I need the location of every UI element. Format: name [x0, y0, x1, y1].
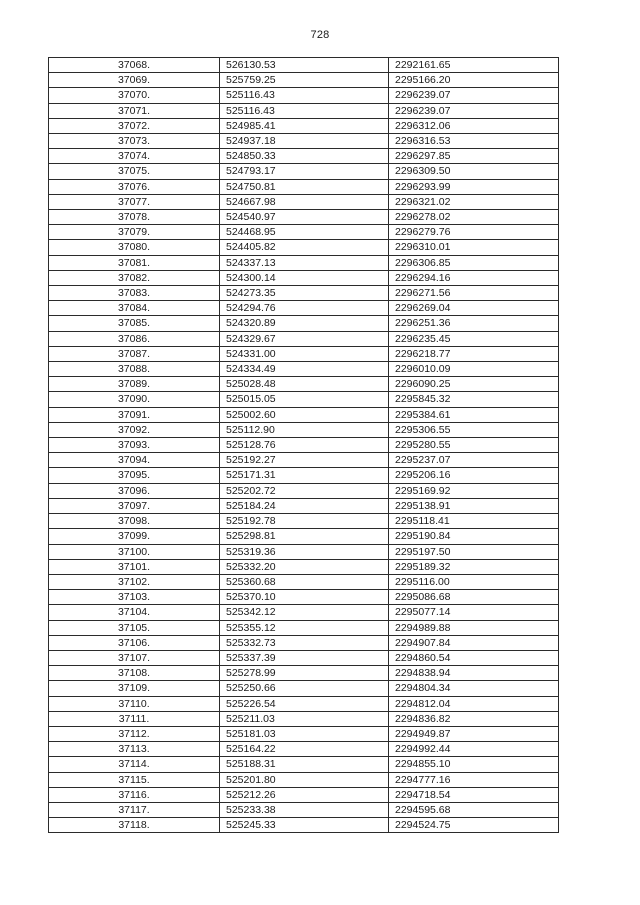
y-coordinate-cell: 2294860.54 [389, 650, 559, 665]
point-number-cell: 37087. [49, 346, 220, 361]
y-coordinate-cell: 2296309.50 [389, 164, 559, 179]
point-number-cell: 37100. [49, 544, 220, 559]
point-number-cell: 37112. [49, 726, 220, 741]
x-coordinate-cell: 525298.81 [220, 529, 389, 544]
point-number-cell: 37071. [49, 103, 220, 118]
y-coordinate-cell: 2295384.61 [389, 407, 559, 422]
table-row [49, 103, 559, 118]
y-coordinate-cell: 2294992.44 [389, 742, 559, 757]
point-number-cell: 37072. [49, 118, 220, 133]
y-coordinate-cell: 2296239.07 [389, 103, 559, 118]
point-number-cell: 37116. [49, 787, 220, 802]
page-number: 728 [310, 29, 330, 41]
x-coordinate-cell: 524337.13 [220, 255, 389, 270]
point-number-cell: 37089. [49, 377, 220, 392]
table-row [49, 58, 559, 73]
x-coordinate-cell: 524329.67 [220, 331, 389, 346]
table-row [49, 802, 559, 817]
point-number-cell: 37104. [49, 605, 220, 620]
y-coordinate-cell: 2295138.91 [389, 498, 559, 513]
x-coordinate-cell: 526130.53 [220, 58, 389, 73]
coordinates-table-body [49, 58, 559, 833]
table-row [49, 194, 559, 209]
point-number-cell: 37113. [49, 742, 220, 757]
table-row [49, 392, 559, 407]
point-number-cell: 37098. [49, 514, 220, 529]
y-coordinate-cell: 2294838.94 [389, 666, 559, 681]
table-row [49, 498, 559, 513]
table-row [49, 316, 559, 331]
x-coordinate-cell: 525337.39 [220, 650, 389, 665]
y-coordinate-cell: 2296306.85 [389, 255, 559, 270]
point-number-cell: 37090. [49, 392, 220, 407]
point-number-cell: 37088. [49, 362, 220, 377]
table-row [49, 453, 559, 468]
x-coordinate-cell: 525171.31 [220, 468, 389, 483]
point-number-cell: 37074. [49, 149, 220, 164]
x-coordinate-cell: 525116.43 [220, 88, 389, 103]
y-coordinate-cell: 2294595.68 [389, 802, 559, 817]
table-row [49, 210, 559, 225]
point-number-cell: 37078. [49, 210, 220, 225]
table-row [49, 362, 559, 377]
table-row [49, 620, 559, 635]
y-coordinate-cell: 2296218.77 [389, 346, 559, 361]
table-row [49, 438, 559, 453]
point-number-cell: 37106. [49, 635, 220, 650]
point-number-cell: 37118. [49, 818, 220, 833]
table-row [49, 149, 559, 164]
x-coordinate-cell: 525028.48 [220, 377, 389, 392]
x-coordinate-cell: 524937.18 [220, 134, 389, 149]
table-row [49, 286, 559, 301]
y-coordinate-cell: 2295237.07 [389, 453, 559, 468]
table-row [49, 818, 559, 833]
table-row [49, 635, 559, 650]
table-row [49, 407, 559, 422]
x-coordinate-cell: 524320.89 [220, 316, 389, 331]
x-coordinate-cell: 524334.49 [220, 362, 389, 377]
x-coordinate-cell: 525211.03 [220, 711, 389, 726]
y-coordinate-cell: 2292161.65 [389, 58, 559, 73]
y-coordinate-cell: 2295280.55 [389, 438, 559, 453]
x-coordinate-cell: 525245.33 [220, 818, 389, 833]
y-coordinate-cell: 2295077.14 [389, 605, 559, 620]
x-coordinate-cell: 524985.41 [220, 118, 389, 133]
x-coordinate-cell: 525355.12 [220, 620, 389, 635]
x-coordinate-cell: 525184.24 [220, 498, 389, 513]
point-number-cell: 37117. [49, 802, 220, 817]
x-coordinate-cell: 524331.00 [220, 346, 389, 361]
y-coordinate-cell: 2295118.41 [389, 514, 559, 529]
y-coordinate-cell: 2294804.34 [389, 681, 559, 696]
table-row [49, 772, 559, 787]
y-coordinate-cell: 2296312.06 [389, 118, 559, 133]
y-coordinate-cell: 2296316.53 [389, 134, 559, 149]
y-coordinate-cell: 2295190.84 [389, 529, 559, 544]
x-coordinate-cell: 524300.14 [220, 270, 389, 285]
x-coordinate-cell: 525015.05 [220, 392, 389, 407]
point-number-cell: 37103. [49, 590, 220, 605]
point-number-cell: 37084. [49, 301, 220, 316]
table-row [49, 377, 559, 392]
x-coordinate-cell: 525332.20 [220, 559, 389, 574]
table-row [49, 544, 559, 559]
table-row [49, 179, 559, 194]
table-row [49, 529, 559, 544]
x-coordinate-cell: 525332.73 [220, 635, 389, 650]
x-coordinate-cell: 524273.35 [220, 286, 389, 301]
y-coordinate-cell: 2296010.09 [389, 362, 559, 377]
table-row [49, 225, 559, 240]
point-number-cell: 37109. [49, 681, 220, 696]
y-coordinate-cell: 2294718.54 [389, 787, 559, 802]
point-number-cell: 37080. [49, 240, 220, 255]
table-row [49, 574, 559, 589]
table-row [49, 666, 559, 681]
y-coordinate-cell: 2294836.82 [389, 711, 559, 726]
x-coordinate-cell: 524468.95 [220, 225, 389, 240]
y-coordinate-cell: 2296297.85 [389, 149, 559, 164]
table-row [49, 468, 559, 483]
y-coordinate-cell: 2295169.92 [389, 483, 559, 498]
y-coordinate-cell: 2294907.84 [389, 635, 559, 650]
table-row [49, 255, 559, 270]
table-row [49, 331, 559, 346]
x-coordinate-cell: 524793.17 [220, 164, 389, 179]
point-number-cell: 37107. [49, 650, 220, 665]
x-coordinate-cell: 525278.99 [220, 666, 389, 681]
point-number-cell: 37110. [49, 696, 220, 711]
coordinates-table [48, 57, 559, 833]
x-coordinate-cell: 525212.26 [220, 787, 389, 802]
point-number-cell: 37095. [49, 468, 220, 483]
point-number-cell: 37111. [49, 711, 220, 726]
table-row [49, 118, 559, 133]
table-row [49, 346, 559, 361]
y-coordinate-cell: 2296293.99 [389, 179, 559, 194]
y-coordinate-cell: 2295306.55 [389, 422, 559, 437]
y-coordinate-cell: 2295206.16 [389, 468, 559, 483]
x-coordinate-cell: 525226.54 [220, 696, 389, 711]
point-number-cell: 37070. [49, 88, 220, 103]
x-coordinate-cell: 525112.90 [220, 422, 389, 437]
y-coordinate-cell: 2296294.16 [389, 270, 559, 285]
table-row [49, 742, 559, 757]
x-coordinate-cell: 525250.66 [220, 681, 389, 696]
table-row [49, 240, 559, 255]
x-coordinate-cell: 525188.31 [220, 757, 389, 772]
table-row [49, 164, 559, 179]
x-coordinate-cell: 525342.12 [220, 605, 389, 620]
point-number-cell: 37096. [49, 483, 220, 498]
x-coordinate-cell: 525370.10 [220, 590, 389, 605]
point-number-cell: 37085. [49, 316, 220, 331]
y-coordinate-cell: 2296090.25 [389, 377, 559, 392]
x-coordinate-cell: 525128.76 [220, 438, 389, 453]
point-number-cell: 37082. [49, 270, 220, 285]
table-row [49, 590, 559, 605]
point-number-cell: 37073. [49, 134, 220, 149]
y-coordinate-cell: 2295086.68 [389, 590, 559, 605]
y-coordinate-cell: 2296310.01 [389, 240, 559, 255]
table-row [49, 514, 559, 529]
x-coordinate-cell: 525192.78 [220, 514, 389, 529]
x-coordinate-cell: 525759.25 [220, 73, 389, 88]
y-coordinate-cell: 2294949.87 [389, 726, 559, 741]
x-coordinate-cell: 525319.36 [220, 544, 389, 559]
y-coordinate-cell: 2294812.04 [389, 696, 559, 711]
x-coordinate-cell: 524405.82 [220, 240, 389, 255]
point-number-cell: 37099. [49, 529, 220, 544]
y-coordinate-cell: 2296271.56 [389, 286, 559, 301]
y-coordinate-cell: 2295845.32 [389, 392, 559, 407]
point-number-cell: 37105. [49, 620, 220, 635]
point-number-cell: 37094. [49, 453, 220, 468]
x-coordinate-cell: 525181.03 [220, 726, 389, 741]
point-number-cell: 37114. [49, 757, 220, 772]
y-coordinate-cell: 2296269.04 [389, 301, 559, 316]
point-number-cell: 37093. [49, 438, 220, 453]
table-row [49, 559, 559, 574]
table-row [49, 73, 559, 88]
table-row [49, 270, 559, 285]
y-coordinate-cell: 2296251.36 [389, 316, 559, 331]
table-row [49, 88, 559, 103]
table-row [49, 483, 559, 498]
table-row [49, 301, 559, 316]
x-coordinate-cell: 524750.81 [220, 179, 389, 194]
x-coordinate-cell: 524540.97 [220, 210, 389, 225]
y-coordinate-cell: 2296239.07 [389, 88, 559, 103]
x-coordinate-cell: 525360.68 [220, 574, 389, 589]
point-number-cell: 37069. [49, 73, 220, 88]
point-number-cell: 37092. [49, 422, 220, 437]
x-coordinate-cell: 525233.38 [220, 802, 389, 817]
coordinates-table-container [48, 57, 558, 833]
point-number-cell: 37077. [49, 194, 220, 209]
point-number-cell: 37079. [49, 225, 220, 240]
table-row [49, 696, 559, 711]
x-coordinate-cell: 525202.72 [220, 483, 389, 498]
y-coordinate-cell: 2295116.00 [389, 574, 559, 589]
x-coordinate-cell: 524294.76 [220, 301, 389, 316]
table-row [49, 787, 559, 802]
table-row [49, 134, 559, 149]
y-coordinate-cell: 2295189.32 [389, 559, 559, 574]
point-number-cell: 37068. [49, 58, 220, 73]
point-number-cell: 37097. [49, 498, 220, 513]
point-number-cell: 37075. [49, 164, 220, 179]
x-coordinate-cell: 525192.27 [220, 453, 389, 468]
x-coordinate-cell: 524667.98 [220, 194, 389, 209]
table-row [49, 726, 559, 741]
x-coordinate-cell: 525002.60 [220, 407, 389, 422]
point-number-cell: 37091. [49, 407, 220, 422]
y-coordinate-cell: 2296321.02 [389, 194, 559, 209]
y-coordinate-cell: 2295197.50 [389, 544, 559, 559]
point-number-cell: 37115. [49, 772, 220, 787]
table-row [49, 681, 559, 696]
table-row [49, 605, 559, 620]
point-number-cell: 37102. [49, 574, 220, 589]
y-coordinate-cell: 2296235.45 [389, 331, 559, 346]
point-number-cell: 37101. [49, 559, 220, 574]
y-coordinate-cell: 2295166.20 [389, 73, 559, 88]
point-number-cell: 37083. [49, 286, 220, 301]
x-coordinate-cell: 524850.33 [220, 149, 389, 164]
y-coordinate-cell: 2294777.16 [389, 772, 559, 787]
table-row [49, 650, 559, 665]
table-row [49, 422, 559, 437]
point-number-cell: 37076. [49, 179, 220, 194]
y-coordinate-cell: 2294855.10 [389, 757, 559, 772]
y-coordinate-cell: 2294989.88 [389, 620, 559, 635]
x-coordinate-cell: 525116.43 [220, 103, 389, 118]
y-coordinate-cell: 2296278.02 [389, 210, 559, 225]
x-coordinate-cell: 525164.22 [220, 742, 389, 757]
x-coordinate-cell: 525201.80 [220, 772, 389, 787]
point-number-cell: 37081. [49, 255, 220, 270]
y-coordinate-cell: 2294524.75 [389, 818, 559, 833]
point-number-cell: 37086. [49, 331, 220, 346]
table-row [49, 757, 559, 772]
point-number-cell: 37108. [49, 666, 220, 681]
table-row [49, 711, 559, 726]
y-coordinate-cell: 2296279.76 [389, 225, 559, 240]
